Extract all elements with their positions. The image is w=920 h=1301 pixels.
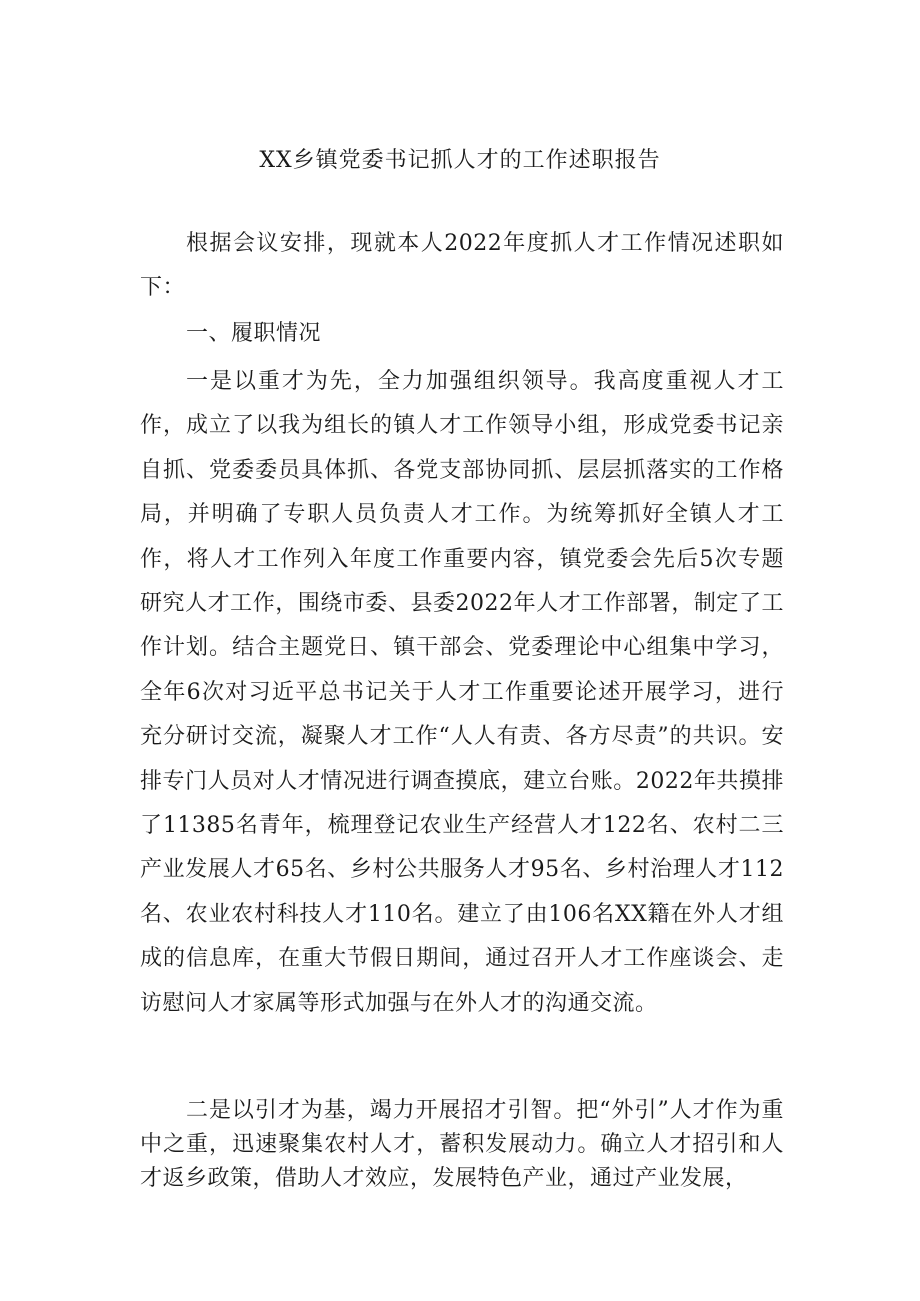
body-paragraph-first: 一是以重才为先，全力加强组织领导。我高度重视人才工作，成立了以我为组长的镇人才工作领导小组，形成党委书记亲自抓、党委委员具体抓、各党支部协同抓、层层抓落实的工作格局，并明确了专职人员负责人才工作。为统筹抓好全镇人才工作，将人才工作列入年度工作重要内容，镇党委会先后5次专题研究人才工作，围绕市委、县委2022年人才工作部署，制定了工作计划。结合主题党日、镇干部会、党委理论中心组集中学习，全年6次对习近平总书记关于人才工作重要论述开展学习，进行充分研讨交流，凝聚人才工作“人人有责、各方尽责”的共识。安排专门人员对人才情况进行调查摸底，建立台账。2022年共摸排了11385名青年，梳理登记农业生产经营人才122名、农村二三产业发展人才65名、乡村公共服务人才95名、乡村治理人才112名、农业农村科技人才110名。建立了由106名XX籍在外人才组成的信息库，在重大节假日期间，通过召开人才工作座谈会、走访慰问人才家属等形式加强与在外人才的沟通交流。 [140, 369, 784, 1016]
intro-paragraph: 根据会议安排，现就本人2022年度抓人才工作情况述职如下： [140, 231, 784, 300]
section-heading: 一、履职情况 [186, 321, 322, 346]
body-paragraph-second: 二是以引才为基，竭力开展招才引智。把“外引”人才作为重中之重，迅速聚集农村人才，蓄积发展动力。确立人才招引和人才返乡政策，借助人才效应，发展特色产业，通过产业发展， [140, 1098, 784, 1191]
document-title: XX乡镇党委书记抓人才的工作述职报告 [259, 148, 661, 173]
